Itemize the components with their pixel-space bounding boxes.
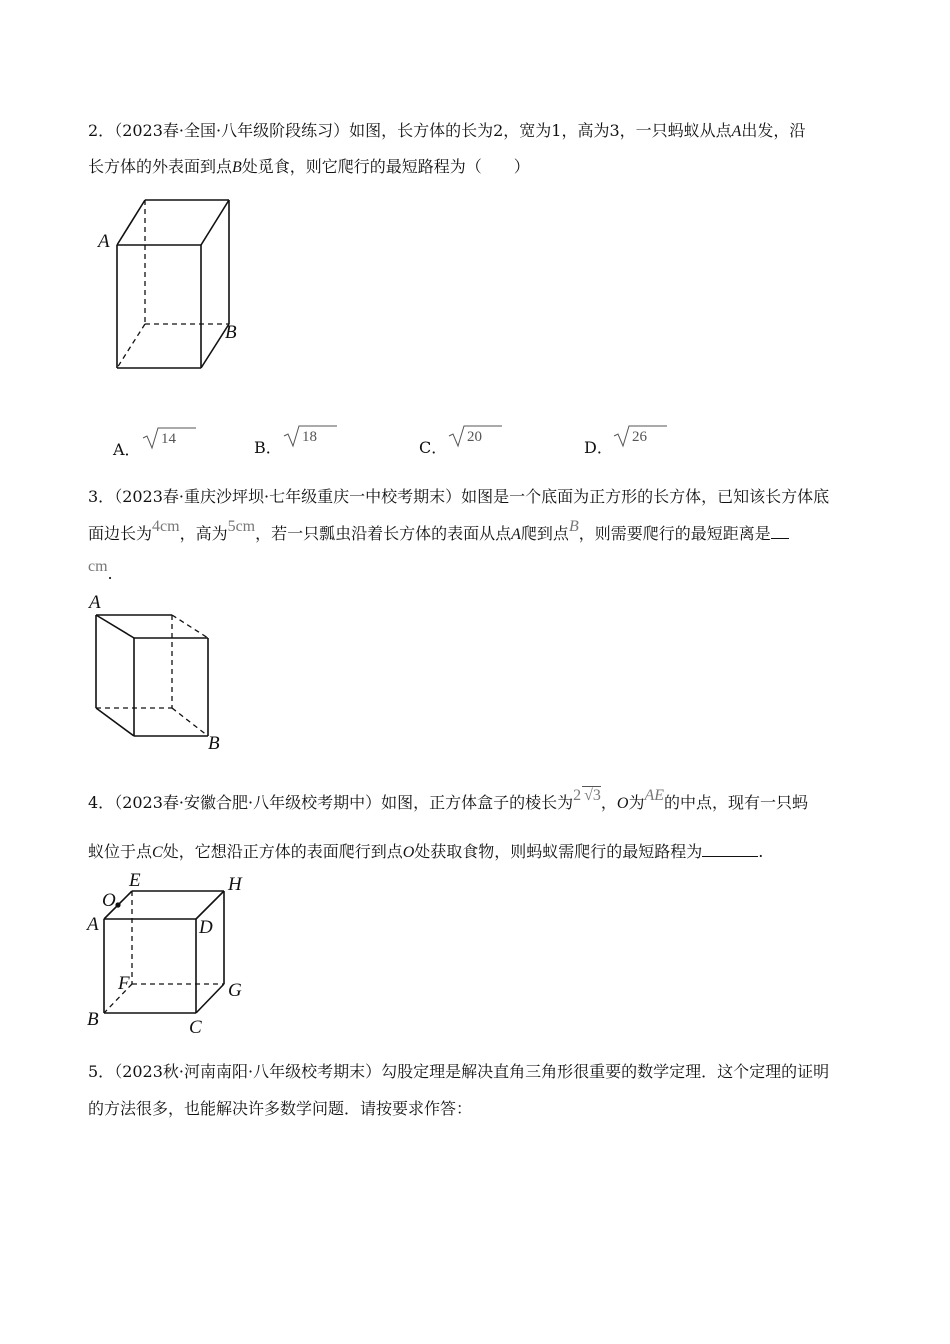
q4-segment: AE (644, 787, 665, 804)
q2-line-1 (88, 121, 805, 142)
sqrt-icon (447, 424, 507, 448)
option-letter: B． (254, 438, 282, 457)
q3-number: 3． (88, 487, 115, 506)
q5-number: 5． (88, 1062, 115, 1081)
q2-number: 2． (88, 121, 115, 140)
q2-point-a: A (731, 123, 742, 140)
q3-hidden-edge (172, 708, 208, 736)
q4-number: 4． (88, 793, 115, 812)
q2-option-b[interactable] (254, 424, 354, 464)
q3-text-d: ，若一只瓢虫沿着长方体的表面从点 (255, 524, 512, 543)
q3-text-e: 爬到点 (520, 524, 569, 543)
q3-label-a: A (89, 592, 101, 613)
q2-hidden-edge (117, 324, 145, 368)
q3-len-a: 4cm (152, 518, 180, 535)
q3-text-f: ，则需要爬行的最短距离是 (578, 524, 771, 543)
sqrt-icon (141, 426, 201, 450)
q3-line-2 (88, 518, 789, 545)
q4-label-a: A (87, 914, 99, 935)
q4-text-e: 蚁位于点 (88, 842, 153, 861)
q2-source: （2023春·全国·八年级阶段练习） (114, 121, 350, 140)
option-radicand: 26 (632, 429, 647, 445)
sqrt-icon (612, 424, 672, 448)
q4-edge (196, 891, 224, 919)
q2-text-b: 出发，沿 (741, 121, 806, 140)
q3-point-a: A (511, 526, 521, 543)
q3-hidden-edge (172, 615, 208, 638)
q4-cube-figure (82, 868, 257, 1038)
q4-text-d: 的中点，现有一只蚂 (664, 793, 809, 812)
q4-point-o: O (616, 795, 629, 812)
q4-end: . (758, 842, 764, 861)
q2-line-2 (88, 157, 530, 178)
q4-label-e: E (129, 870, 141, 891)
q3-unit: cm (88, 558, 108, 575)
q4-text-c: 为 (628, 793, 645, 812)
q2-label-b: B (225, 322, 237, 343)
q4-label-o: O (102, 890, 116, 911)
q4-label-h: H (228, 874, 242, 895)
q2-cuboid-figure (95, 190, 255, 380)
q4-label-g: G (228, 980, 242, 1001)
q2-point-b: B (232, 159, 242, 176)
option-letter: A． (113, 440, 141, 459)
q3-end: . (107, 564, 113, 583)
option-letter: D． (584, 438, 613, 457)
q4-source: （2023春·安徽合肥·八年级校考期中） (114, 793, 382, 812)
sqrt-icon: √3 (584, 787, 601, 804)
q4-edge-radicand: 3 (592, 787, 601, 804)
q3-line-3 (88, 556, 113, 583)
q2-option-a[interactable] (113, 426, 213, 466)
q3-text-a: 如图是一个底面为正方形的长方体，已知该长方体底 (461, 487, 830, 506)
q3-cuboid-figure (86, 590, 236, 754)
q4-label-b: B (87, 1009, 99, 1030)
q2-edge (117, 200, 145, 245)
q4-point-o-dot (115, 902, 120, 907)
q4-text-g: 处获取食物，则蚂蚁需爬行的最短路程为 (414, 842, 703, 861)
q2-option-d[interactable] (584, 424, 684, 464)
q4-edge-coef: 2 (573, 787, 582, 804)
q5-line-2 (88, 1099, 472, 1119)
q4-point-o2: O (402, 844, 415, 861)
q4-label-d: D (199, 917, 213, 938)
q5-text-b: 的方法很多，也能解决许多数学问题．请按要求作答： (88, 1099, 473, 1118)
q4-text-f: 处，它想沿正方体的表面爬行到点 (162, 842, 403, 861)
q3-edge (96, 615, 134, 638)
q4-label-c: C (189, 1017, 202, 1038)
sqrt-icon (282, 424, 342, 448)
q3-edge (96, 708, 134, 736)
q4-text-b: ， (600, 793, 617, 812)
q2-text-c: 长方体的外表面到点 (88, 157, 233, 176)
q2-option-c[interactable] (419, 424, 519, 464)
q4-label-f: F (118, 973, 130, 994)
q5-line-1 (88, 1062, 829, 1082)
q2-text-a: 如图，长方体的长为2，宽为1，高为3，一只蚂蚁从点 (349, 121, 732, 140)
q3-text-b: 面边长为 (88, 524, 153, 543)
q4-text-a: 如图，正方体盒子的棱长为 (381, 793, 574, 812)
q3-label-b: B (208, 733, 220, 754)
option-radicand: 20 (467, 429, 482, 445)
q2-text-d: 处觅食，则它爬行的最短路程为（ ） (241, 157, 530, 176)
q3-source: （2023春·重庆沙坪坝·七年级重庆一中校考期末） (114, 487, 462, 506)
q4-point-c: C (152, 844, 163, 861)
q2-label-a: A (98, 231, 110, 252)
q3-text-c: ，高为 (179, 524, 228, 543)
q5-source: （2023秋·河南南阳·八年级校考期末） (114, 1062, 382, 1081)
option-letter: C． (419, 438, 448, 457)
q4-edge-length (573, 786, 601, 806)
q4-answer-blank[interactable] (702, 842, 758, 857)
q5-text-a: 勾股定理是解决直角三角形很重要的数学定理．这个定理的证明 (381, 1062, 830, 1081)
q3-point-b: B (568, 518, 579, 535)
q3-answer-blank[interactable] (771, 524, 789, 539)
option-radicand: 18 (302, 429, 317, 445)
q2-edge (201, 200, 229, 245)
q4-line-1 (88, 787, 809, 814)
q4-line-2 (88, 842, 763, 863)
q4-edge (196, 984, 224, 1013)
option-radicand: 14 (161, 431, 176, 447)
q3-line-1 (88, 487, 829, 507)
q3-len-b: 5cm (227, 518, 256, 535)
